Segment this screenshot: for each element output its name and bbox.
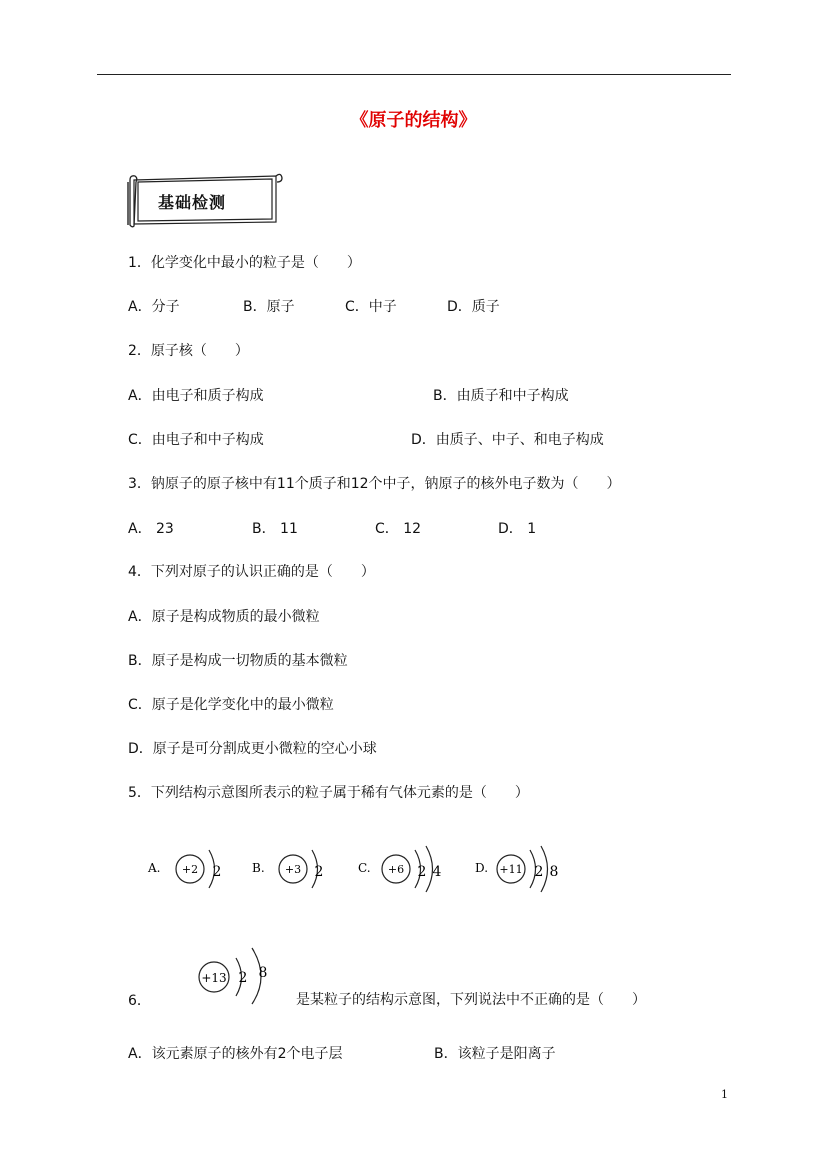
page-title: 《原子的结构》 bbox=[350, 110, 477, 131]
q1-option-d: D．质子 bbox=[447, 299, 500, 315]
q2-option-b: B．由质子和中子构成 bbox=[433, 388, 569, 404]
q6-stem: 是某粒子的结构示意图，下列说法中不正确的是（ ） bbox=[296, 992, 646, 1008]
page-number: 1 bbox=[721, 1088, 728, 1101]
atom-diagram-d bbox=[473, 840, 573, 896]
atom-diagram-c bbox=[356, 840, 456, 896]
q5-stem: 5．下列结构示意图所表示的粒子属于稀有气体元素的是（ ） bbox=[128, 785, 529, 801]
diagram-d-shell-2: 8 bbox=[549, 864, 559, 880]
q2-stem: 2．原子核（ ） bbox=[128, 343, 249, 359]
q2-option-d: D．由质子、中子、和电子构成 bbox=[411, 432, 604, 448]
q3-option-d: D． 1 bbox=[498, 521, 537, 537]
q1-option-a: A．分子 bbox=[128, 299, 180, 315]
q6-option-a: A．该元素原子的核外有2个电子层 bbox=[128, 1046, 343, 1062]
q2-option-c: C．由电子和中子构成 bbox=[128, 432, 264, 448]
diagram-c-shell-2: 4 bbox=[432, 864, 442, 880]
section-label: 基础检测 bbox=[158, 193, 227, 212]
q6-nucleus: +13 bbox=[201, 971, 227, 985]
q6-shell-1: 2 bbox=[238, 970, 248, 986]
q6-option-b: B．该粒子是阳离子 bbox=[434, 1046, 556, 1062]
q3-stem: 3．钠原子的原子核中有11个质子和12个中子，钠原子的核外电子数为（ ） bbox=[128, 476, 621, 492]
q4-option-b: B．原子是构成一切物质的基本微粒 bbox=[128, 653, 348, 669]
q3-option-b: B． 11 bbox=[252, 521, 298, 537]
q4-option-c: C．原子是化学变化中的最小微粒 bbox=[128, 697, 334, 713]
q1-stem: 1．化学变化中最小的粒子是（ ） bbox=[128, 255, 361, 271]
q4-option-a: A．原子是构成物质的最小微粒 bbox=[128, 609, 320, 625]
q1-option-c: C．中子 bbox=[345, 299, 397, 315]
q4-stem: 4．下列对原子的认识正确的是（ ） bbox=[128, 564, 375, 580]
q4-option-d: D．原子是可分割成更小微粒的空心小球 bbox=[128, 741, 377, 757]
diagram-a-nucleus: +2 bbox=[181, 863, 199, 876]
diagram-a-shell-1: 2 bbox=[212, 864, 222, 880]
q1-option-b: B．原子 bbox=[243, 299, 295, 315]
q6-shell-2: 8 bbox=[258, 965, 268, 981]
q3-option-c: C． 12 bbox=[375, 521, 422, 537]
q3-option-a: A． 23 bbox=[128, 521, 174, 537]
atom-diagram-q6 bbox=[188, 944, 278, 1006]
atom-diagram-a bbox=[146, 840, 226, 896]
q6-number: 6． bbox=[128, 993, 151, 1009]
header-rule bbox=[97, 74, 731, 75]
diagram-c-shell-1: 2 bbox=[417, 864, 427, 880]
diagram-d-shell-1: 2 bbox=[534, 864, 544, 880]
diagram-c-nucleus: +6 bbox=[387, 863, 405, 876]
diagram-d-label: D. bbox=[475, 861, 489, 875]
diagram-b-shell-1: 2 bbox=[314, 864, 324, 880]
diagram-a-label: A. bbox=[148, 861, 161, 875]
diagram-b-nucleus: +3 bbox=[284, 863, 302, 876]
diagram-d-nucleus: +11 bbox=[499, 863, 523, 876]
q2-option-a: A．由电子和质子构成 bbox=[128, 388, 264, 404]
diagram-c-label: C. bbox=[358, 861, 371, 875]
diagram-b-label: B. bbox=[252, 861, 265, 875]
atom-diagram-b bbox=[250, 840, 330, 896]
